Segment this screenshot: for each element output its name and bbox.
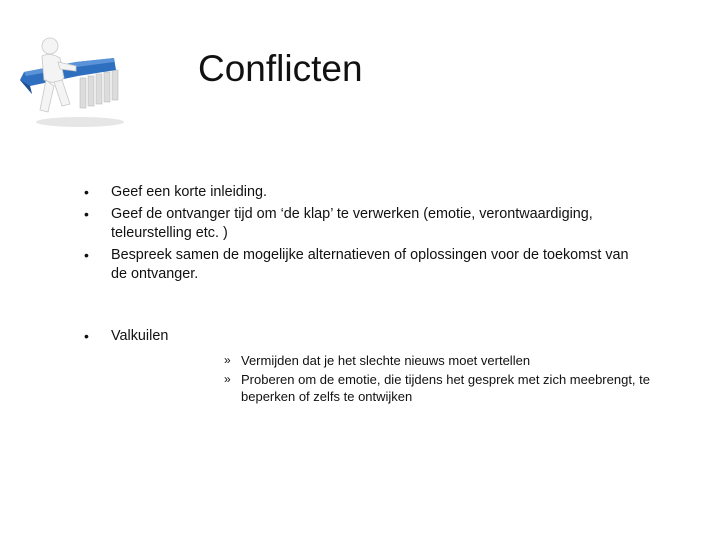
sub-bullet-marker: » <box>224 353 231 367</box>
bullet-marker: • <box>84 206 89 222</box>
figure-pushing-arrow-icon <box>18 36 128 130</box>
bullet-list <box>82 183 642 349</box>
sub-bullet-list <box>222 352 662 407</box>
bullet-marker: • <box>84 184 89 200</box>
bullet-marker: • <box>84 328 89 344</box>
bullet-text: Geef een korte inleiding. <box>111 184 267 200</box>
bullet-text: Geef de ontvanger tijd om ‘de klap’ te verwerken (emotie, verontwaardiging, teleurstelling etc. ) <box>111 206 593 241</box>
list-item <box>82 183 642 202</box>
bullet-text: Valkuilen <box>111 328 169 344</box>
list-item <box>82 205 642 243</box>
bullet-text: Bespreek samen de mogelijke alternatieven of oplossingen voor de toekomst van de ontvanger. <box>111 247 629 282</box>
slide-title: Conflicten <box>198 48 363 89</box>
sub-bullet-marker: » <box>224 372 231 386</box>
sub-list-item <box>222 352 662 369</box>
sub-list-item <box>222 371 662 405</box>
list-item <box>82 246 642 284</box>
sub-bullet-text: Proberen om de emotie, die tijdens het gesprek met zich meebrengt, te beperken of zelfs te ontwijken <box>241 372 650 404</box>
list-item <box>82 327 642 346</box>
bullet-marker: • <box>84 247 89 263</box>
sub-bullet-text: Vermijden dat je het slechte nieuws moet vertellen <box>241 353 531 368</box>
